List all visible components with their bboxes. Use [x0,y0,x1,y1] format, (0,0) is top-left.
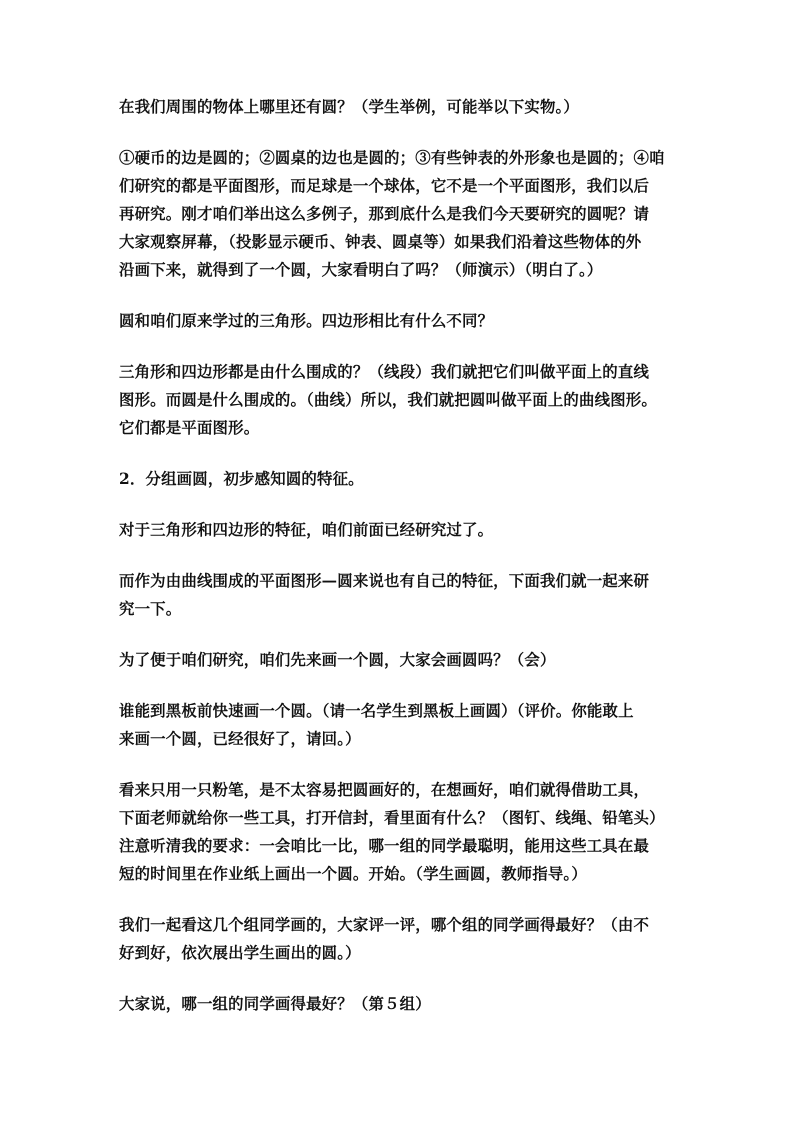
paragraph-9 [119,697,677,753]
text-line: 它们都是平面图形。 [119,419,260,437]
text-line: 大家观察屏幕，（投影显示硬币、钟表、圆桌等）如果我们沿着这些物体的外 [119,233,642,251]
text-line: 再研究。刚才咱们举出这么多例子，那到底什么是我们今天要研究的圆呢？请 [119,205,650,223]
text-line: ①硬币的边是圆的；②圆桌的边也是圆的；③有些钟表的外形象也是圆的；④咱 [119,149,665,167]
text-line: 2．分组画圆，初步感知圆的特征。 [119,470,364,488]
text-line: 谁能到黑板前快速画一个圆。（请一名学生到黑板上画圆）（评价。你能敢上 [119,702,634,720]
text-line: 们研究的都是平面图形，而足球是一个球体，它不是一个平面图形，我们以后 [119,177,650,195]
text-line: 短的时间里在作业纸上画出一个圆。开始。（学生画圆，教师指导。） [119,865,587,883]
text-line: 沿画下来，就得到了一个圆，大家看明白了吗？（师演示）（明白了。） [119,261,603,279]
paragraph-3 [119,307,677,335]
text-line: 注意听清我的要求：一会咱比一比，哪一组的同学最聪明，能用这些工具在最 [119,837,650,855]
paragraph-7 [119,567,677,623]
text-line: 在我们周围的物体上哪里还有圆？（学生举例，可能举以下实物。） [119,98,580,116]
paragraph-6 [119,516,677,544]
text-line: 好到好，依次展出学生画出的圆。） [119,944,361,962]
paragraph-2 [119,144,677,284]
text-line: 三角形和四边形都是由什么围成的？（线段）我们就把它们叫做平面上的直线 [119,363,650,381]
paragraph-1 [119,93,677,121]
text-line: 对于三角形和四边形的特征，咱们前面已经研究过了。 [119,521,494,539]
paragraph-8 [119,646,677,674]
text-line: 大家说，哪一组的同学画得最好？（第５组） [119,995,431,1013]
text-line: 为了便于咱们研究，咱们先来画一个圆，大家会画圆吗？（会） [119,651,556,669]
text-line: 来画一个圆，已经很好了，请回。） [119,730,361,748]
text-line: 圆和咱们原来学过的三角形。四边形相比有什么不同？ [119,312,494,330]
text-line: 究一下。 [119,600,182,618]
text-line: 图形。而圆是什么围成的。（曲线）所以，我们就把圆叫做平面上的曲线图形。 [119,391,657,409]
text-line: 我们一起看这几个组同学画的，大家评一评，哪个组的同学画得最好？（由不 [119,916,650,934]
text-line: 看来只用一只粉笔，是不太容易把圆画好的，在想画好，咱们就得借助工具， [119,781,650,799]
paragraph-12 [119,990,677,1018]
paragraph-4 [119,358,677,442]
document-body [119,93,677,1041]
paragraph-10 [119,776,677,888]
section-heading [119,465,677,493]
text-line: 而作为由曲线围成的平面图形—圆来说也有自己的特征，下面我们就一起来研 [119,572,650,590]
text-line: 下面老师就给你一些工具，打开信封，看里面有什么？（图钉、线绳、铅笔头） [119,809,665,827]
paragraph-11 [119,911,677,967]
